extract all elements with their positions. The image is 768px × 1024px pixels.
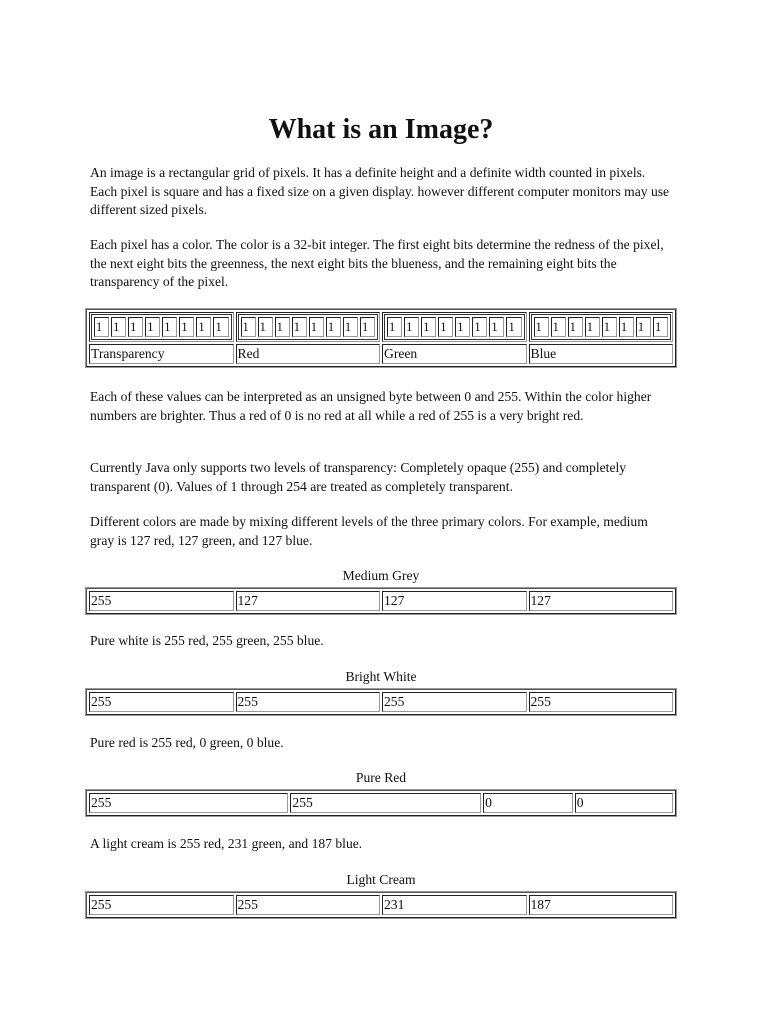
bits-group-green — [382, 312, 527, 342]
value-cell: 0 — [483, 793, 573, 813]
bit-cell: 1 — [506, 317, 521, 337]
bit-cell: 1 — [94, 317, 109, 337]
bit-cell: 1 — [489, 317, 504, 337]
pixel-bits-table — [86, 309, 676, 367]
bit-cell: 1 — [258, 317, 273, 337]
value-cell: 255 — [89, 692, 234, 712]
table-light-cream — [86, 892, 676, 918]
bit-cell: 1 — [602, 317, 617, 337]
value-cell: 255 — [529, 692, 674, 712]
caption-pure-red: Pure Red — [355, 770, 407, 785]
bit-cell: 1 — [551, 317, 566, 337]
bits-group-red — [236, 312, 381, 342]
bit-cell: 1 — [534, 317, 549, 337]
bit-cell: 1 — [619, 317, 634, 337]
value-cell: 127 — [529, 591, 674, 611]
bit-cell: 1 — [653, 317, 668, 337]
label-transparency: Transparency — [89, 344, 234, 364]
paragraph-light-cream: A light cream is 255 red, 231 green, and 187 blue. — [90, 836, 363, 851]
table-pure-red — [86, 790, 676, 816]
bits-group-blue — [529, 312, 674, 342]
label-red: Red — [236, 344, 381, 364]
bit-cell: 1 — [292, 317, 307, 337]
value-cell: 255 — [290, 793, 481, 813]
bit-cell: 1 — [404, 317, 419, 337]
value-cell: 255 — [236, 692, 381, 712]
bit-cell: 1 — [438, 317, 453, 337]
bit-cell: 1 — [636, 317, 651, 337]
label-blue: Blue — [529, 344, 674, 364]
page-title: What is an Image? — [268, 114, 494, 145]
caption-medium-grey: Medium Grey — [342, 568, 420, 583]
bit-cell: 1 — [128, 317, 143, 337]
bit-cell: 1 — [213, 317, 228, 337]
bit-cell: 1 — [179, 317, 194, 337]
caption-bright-white: Bright White — [345, 669, 417, 684]
bit-cell: 1 — [162, 317, 177, 337]
bit-cell: 1 — [196, 317, 211, 337]
bit-cell: 1 — [455, 317, 470, 337]
value-cell: 255 — [89, 895, 234, 915]
bit-cell: 1 — [241, 317, 256, 337]
bit-cell: 1 — [421, 317, 436, 337]
value-cell: 187 — [529, 895, 674, 915]
bit-cell: 1 — [343, 317, 358, 337]
value-cell: 255 — [236, 895, 381, 915]
table-medium-grey — [86, 588, 676, 614]
paragraph-unsigned-byte: Each of these values can be interpreted as an unsigned byte between 0 and 255. Within the color higher numbers are brighter. Thus a red of 0 is no red at all while a red of 255 is a very bright red. — [90, 389, 652, 423]
bit-cell: 1 — [275, 317, 290, 337]
label-green: Green — [382, 344, 527, 364]
bits-row — [89, 312, 673, 342]
value-cell: 255 — [89, 591, 234, 611]
value-cell: 255 — [89, 793, 288, 813]
caption-light-cream: Light Cream — [346, 872, 416, 887]
bits-group-transparency — [89, 312, 234, 342]
bit-cell: 1 — [472, 317, 487, 337]
value-cell: 127 — [236, 591, 381, 611]
value-cell: 127 — [382, 591, 527, 611]
bit-cell: 1 — [145, 317, 160, 337]
bit-cell: 1 — [387, 317, 402, 337]
value-cell: 255 — [382, 692, 527, 712]
value-cell: 0 — [575, 793, 673, 813]
bit-cell: 1 — [326, 317, 341, 337]
value-cell: 231 — [382, 895, 527, 915]
paragraph-mixing: Different colors are made by mixing different levels of the three primary colors. For example, medium gray is 127 red, 127 green, and 127 blue. — [90, 514, 648, 548]
paragraph-intro: An image is a rectangular grid of pixels. It has a definite height and a definite width counted in pixels. Each pixel is square and has a fixed size on a given display. however different computer monitors may use different sized pixels. — [90, 165, 670, 217]
bit-cell: 1 — [111, 317, 126, 337]
paragraph-pure-white: Pure white is 255 red, 255 green, 255 blue. — [90, 633, 324, 648]
bits-label-row — [89, 344, 673, 364]
bit-cell: 1 — [568, 317, 583, 337]
bit-cell: 1 — [309, 317, 324, 337]
paragraph-pixel-color: Each pixel has a color. The color is a 32-bit integer. The first eight bits determine the redness of the pixel, the next eight bits the greenness, the next eight bits the blueness, and the remaining eight bits the transparency of the pixel. — [90, 237, 664, 289]
bit-cell: 1 — [360, 317, 375, 337]
paragraph-pure-red: Pure red is 255 red, 0 green, 0 blue. — [90, 735, 284, 750]
table-bright-white — [86, 689, 676, 715]
bit-cell: 1 — [585, 317, 600, 337]
paragraph-transparency: Currently Java only supports two levels of transparency: Completely opaque (255) and completely transparent (0). Values of 1 through 254 are treated as completely transparent. — [90, 460, 627, 494]
